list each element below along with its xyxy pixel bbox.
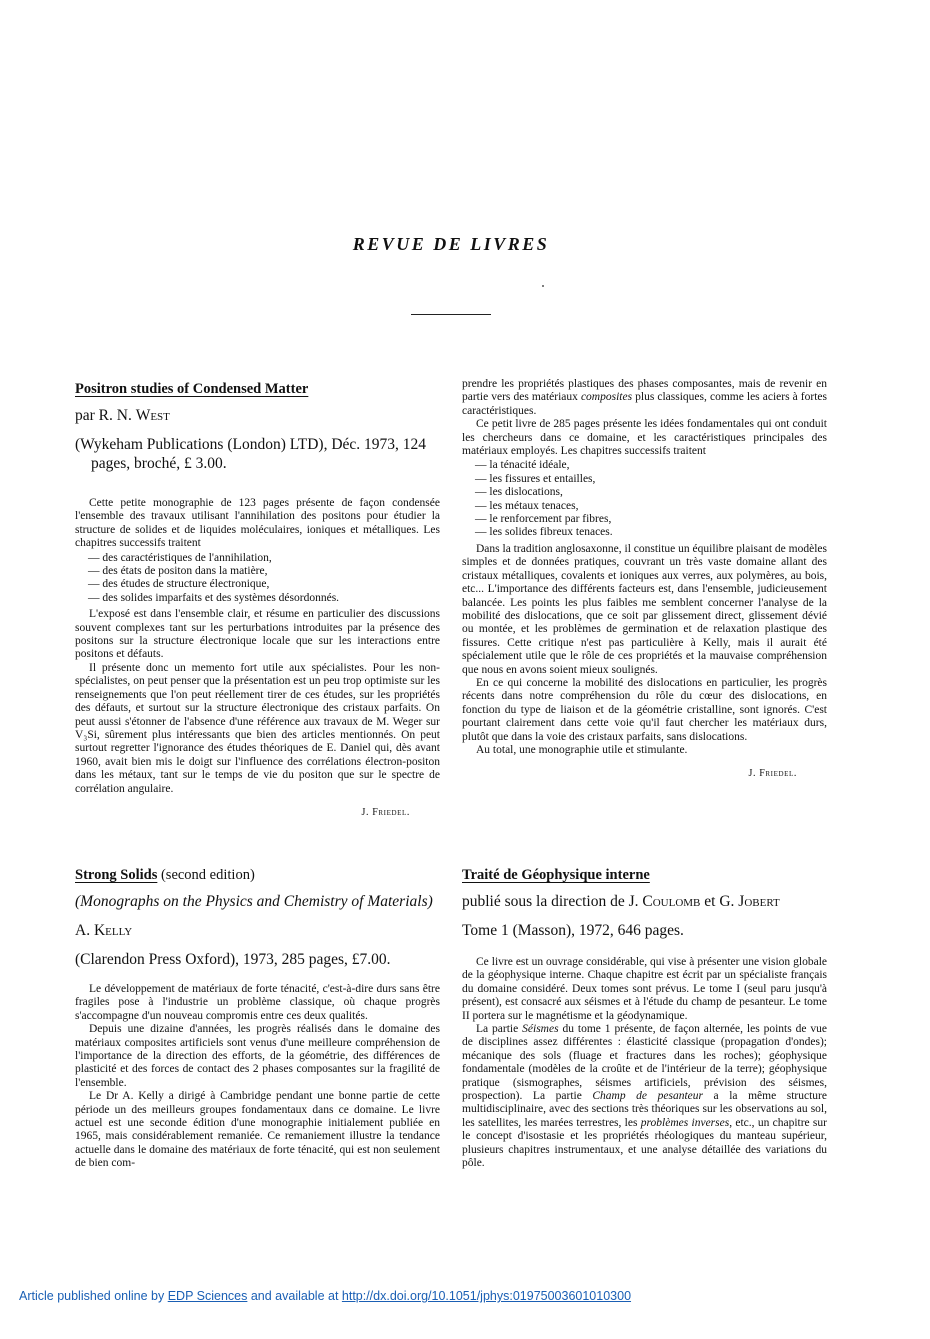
review-title: Traité de Géophysique interne — [462, 867, 650, 883]
review-signature: J. Friedel. — [748, 768, 797, 780]
paragraph: Cette petite monographie de 123 pages présente de façon condensée l'ensemble des travaux utilisant l'annihilation des positons pour étudier la structure de solides et de liquides moléculaires, ioniques et métalliques. Les chapitres successifs traitent — [75, 497, 440, 550]
page-title: REVUE DE LIVRES — [352, 234, 550, 254]
review-signature: J. Friedel. — [361, 806, 410, 818]
paragraph: Le Dr A. Kelly a dirigé à Cambridge pendant une bonne partie de cette période un des meilleurs groupes fondamentaux dans ce domaine. Le livre actuel est une seconde édition d'une monographie initialement publiée en 1965, mais considérablement remaniée. Ce remaniement illustre la tendance actuelle dans le domaine des matériaux de forte ténacité, qui est non seulement de bien com- — [75, 1090, 440, 1170]
list-item: — les dislocations, — [475, 486, 827, 499]
review-positron — [75, 378, 440, 818]
review-author: A. Kelly — [75, 922, 133, 939]
review-volume: Tome 1 (Masson), 1972, 646 pages. — [462, 922, 684, 939]
paragraph: Il présente donc un memento fort utile aux spécialistes. Pour les non-spécialistes, on peut penser que la présentation est un peu trop optimiste sur les renseignements que l'on peut réellement tirer de ces études, sur les propriétés des défauts, et surtout sur la structure électronique des cristaux parfaits. On peut aussi s'étonner de l'absence d'une référence aux travaux de M. Weger sur V₃Si, sûrement plus intéressants que bien des articles mentionnés. On peut surtout regretter l'ignorance des études théoriques de E. Daniel qui, dès avant 1960, avait bien mis le doigt sur l'influence des corrélations électron-positon dans les métaux, tant sur le temps de vie du positon que sur le spectre de corrélation angulaire. — [75, 661, 440, 795]
list-item: — des études de structure électronique, — [88, 578, 440, 591]
paragraph: En ce qui concerne la mobilité des dislocations en particulier, les progrès récents dans notre compréhension du rôle du cœur des dislocations, en fonction du type de liaison et de la géométrie cristalline, sont ignorés. C'est pourtant clairement dans cette voie qu'il faut chercher les matériaux durs, plutôt que dans la voie des cristaux parfaits, sans dislocations. — [462, 676, 827, 743]
list-item: — la ténacité idéale, — [475, 459, 827, 472]
list-item: — des états de positon dans la matière, — [88, 565, 440, 578]
review-series: (Monographs on the Physics and Chemistry of Materials) — [75, 893, 433, 910]
review-publisher: (Wykeham Publications (London) LTD), Déc. 1973, 124 pages, broché, £ 3.00. — [75, 436, 427, 472]
paragraph: L'exposé est dans l'ensemble clair, et résume en particulier des discussions souvent complexes tant sur les perturbations introduites par la présence des positons sur la structure électronique locale que sur les interactions entre positons et défauts. — [75, 608, 440, 661]
paragraph: prendre les propriétés plastiques des phases composantes, mais de revenir en partie vers des matériaux composites plus classiques, comme les aciers à fortes caractéristiques. — [462, 378, 827, 417]
paragraph: Ce livre est un ouvrage considérable, qui vise à présenter une vision globale de la géophysique interne. Chaque chapitre est écrit par un spécialiste français du domaine considéré. Deux tomes sont prévus. Le tome I (seul paru jusqu'à présent), est consacré aux séismes et à l'étude du champ de pesanteur. Le tome II portera sur le magnétisme et la géodynamique. — [462, 956, 827, 1022]
review-publisher: (Clarendon Press Oxford), 1973, 285 pages, £7.00. — [75, 951, 391, 968]
review-editors: publié sous la direction de J. Coulomb et G. Jobert — [462, 893, 780, 910]
paragraph: Depuis une dizaine d'années, les progrès réalisés dans le domaine des matériaux composites artificiels sont venus d'une meilleure compréhension de l'importance de la direction des efforts, de la géométrie, des différences de plasticité et des forces de contact des 2 phases composantes sur la fragilité de l'ensemble. — [75, 1023, 440, 1089]
paragraph: Le développement de matériaux de forte ténacité, c'est-à-dire durs sans être fragiles pose à l'industrie un problème classique, où chaque progrès s'accompagne d'un nouveau compromis entre ces deux qualités. — [75, 983, 440, 1022]
edp-sciences-link[interactable]: EDP Sciences — [167, 1289, 248, 1303]
paragraph: Au total, une monographie utile et stimulante. — [476, 743, 688, 756]
review-strong-solids-continued — [462, 378, 827, 779]
chapter-list — [75, 552, 440, 606]
doi-link[interactable]: http://dx.doi.org/10.1051/jphys:01975003601010300 — [341, 1289, 632, 1303]
review-author: par R. N. West — [75, 407, 170, 424]
paragraph: Ce petit livre de 285 pages présente les idées fondamentales qui ont conduit les chercheurs dans ce domaine, et les caractéristiques principales des matériaux employés. Les chapitres successifs traitent — [462, 418, 827, 458]
chapter-list — [462, 459, 827, 539]
review-geophysique — [462, 864, 827, 1171]
list-item: — le renforcement par fibres, — [475, 513, 827, 526]
title-rule — [411, 314, 491, 315]
paragraph: La partie Séismes du tome 1 présente, de façon alternée, les points de vue de disciplines assez différentes : élasticité classique (propagation d'ondes); mécanique des sols (fluage et fractures dans les roches); géophysique fondamentale (modèles de la croûte et de l'intérieur de la terre); géophysique pratique (sismographes, séismes artificiels, prévision des séismes, prospection). La partie Champ de pesanteur a la même structure multidisciplinaire, avec des sections très théoriques sur les observations au sol, les satellites, les marées terrestres, les problèmes inverses, etc., un chapitre sur le concept d'isostasie et les propriétés rhéologiques du manteau supérieur, plusieurs chapitres instrumentaux, et une analyse détaillée des variations du pôle. — [462, 1023, 828, 1170]
list-item: — les solides fibreux tenaces. — [475, 526, 827, 539]
paragraph: Dans la tradition anglosaxonne, il constitue un équilibre plaisant de modèles simples et de données pratiques, couvrant un très vaste domaine allant des cristaux métalliques, covalents et ioniques aux verres, aux polymères, au bois, etc... L'importance des différents facteurs est, dans l'ensemble, judicieusement balancée. Les points les plus faibles me semblent concerner l'analyse de la mobilité des dislocations, que ce soit par glissement direct, glissement dévié ou montée, et les problèmes de germination et de relaxation plastique des fissures. Cette critique n'est pas particulière à Kelly, mais il aurait été spécialement utile que le rôle de ces propriétés et la mauvaise compréhension que nous en avons soient mieux soulignés. — [462, 542, 827, 676]
stray-dot — [542, 285, 544, 287]
list-item: — des solides imparfaits et des systèmes désordonnés. — [88, 592, 440, 605]
publication-footer: Article published online by EDP Sciences and available at http://dx.doi.org/10.1051/jphys:01975003601010300 — [19, 1289, 632, 1303]
review-strong-solids — [75, 864, 440, 1171]
list-item: — les fissures et entailles, — [475, 473, 827, 486]
review-title: Strong Solids (second edition) — [75, 867, 255, 883]
review-title: Positron studies of Condensed Matter — [75, 381, 309, 397]
list-item: — les métaux tenaces, — [475, 500, 827, 513]
list-item: — des caractéristiques de l'annihilation, — [88, 552, 440, 565]
